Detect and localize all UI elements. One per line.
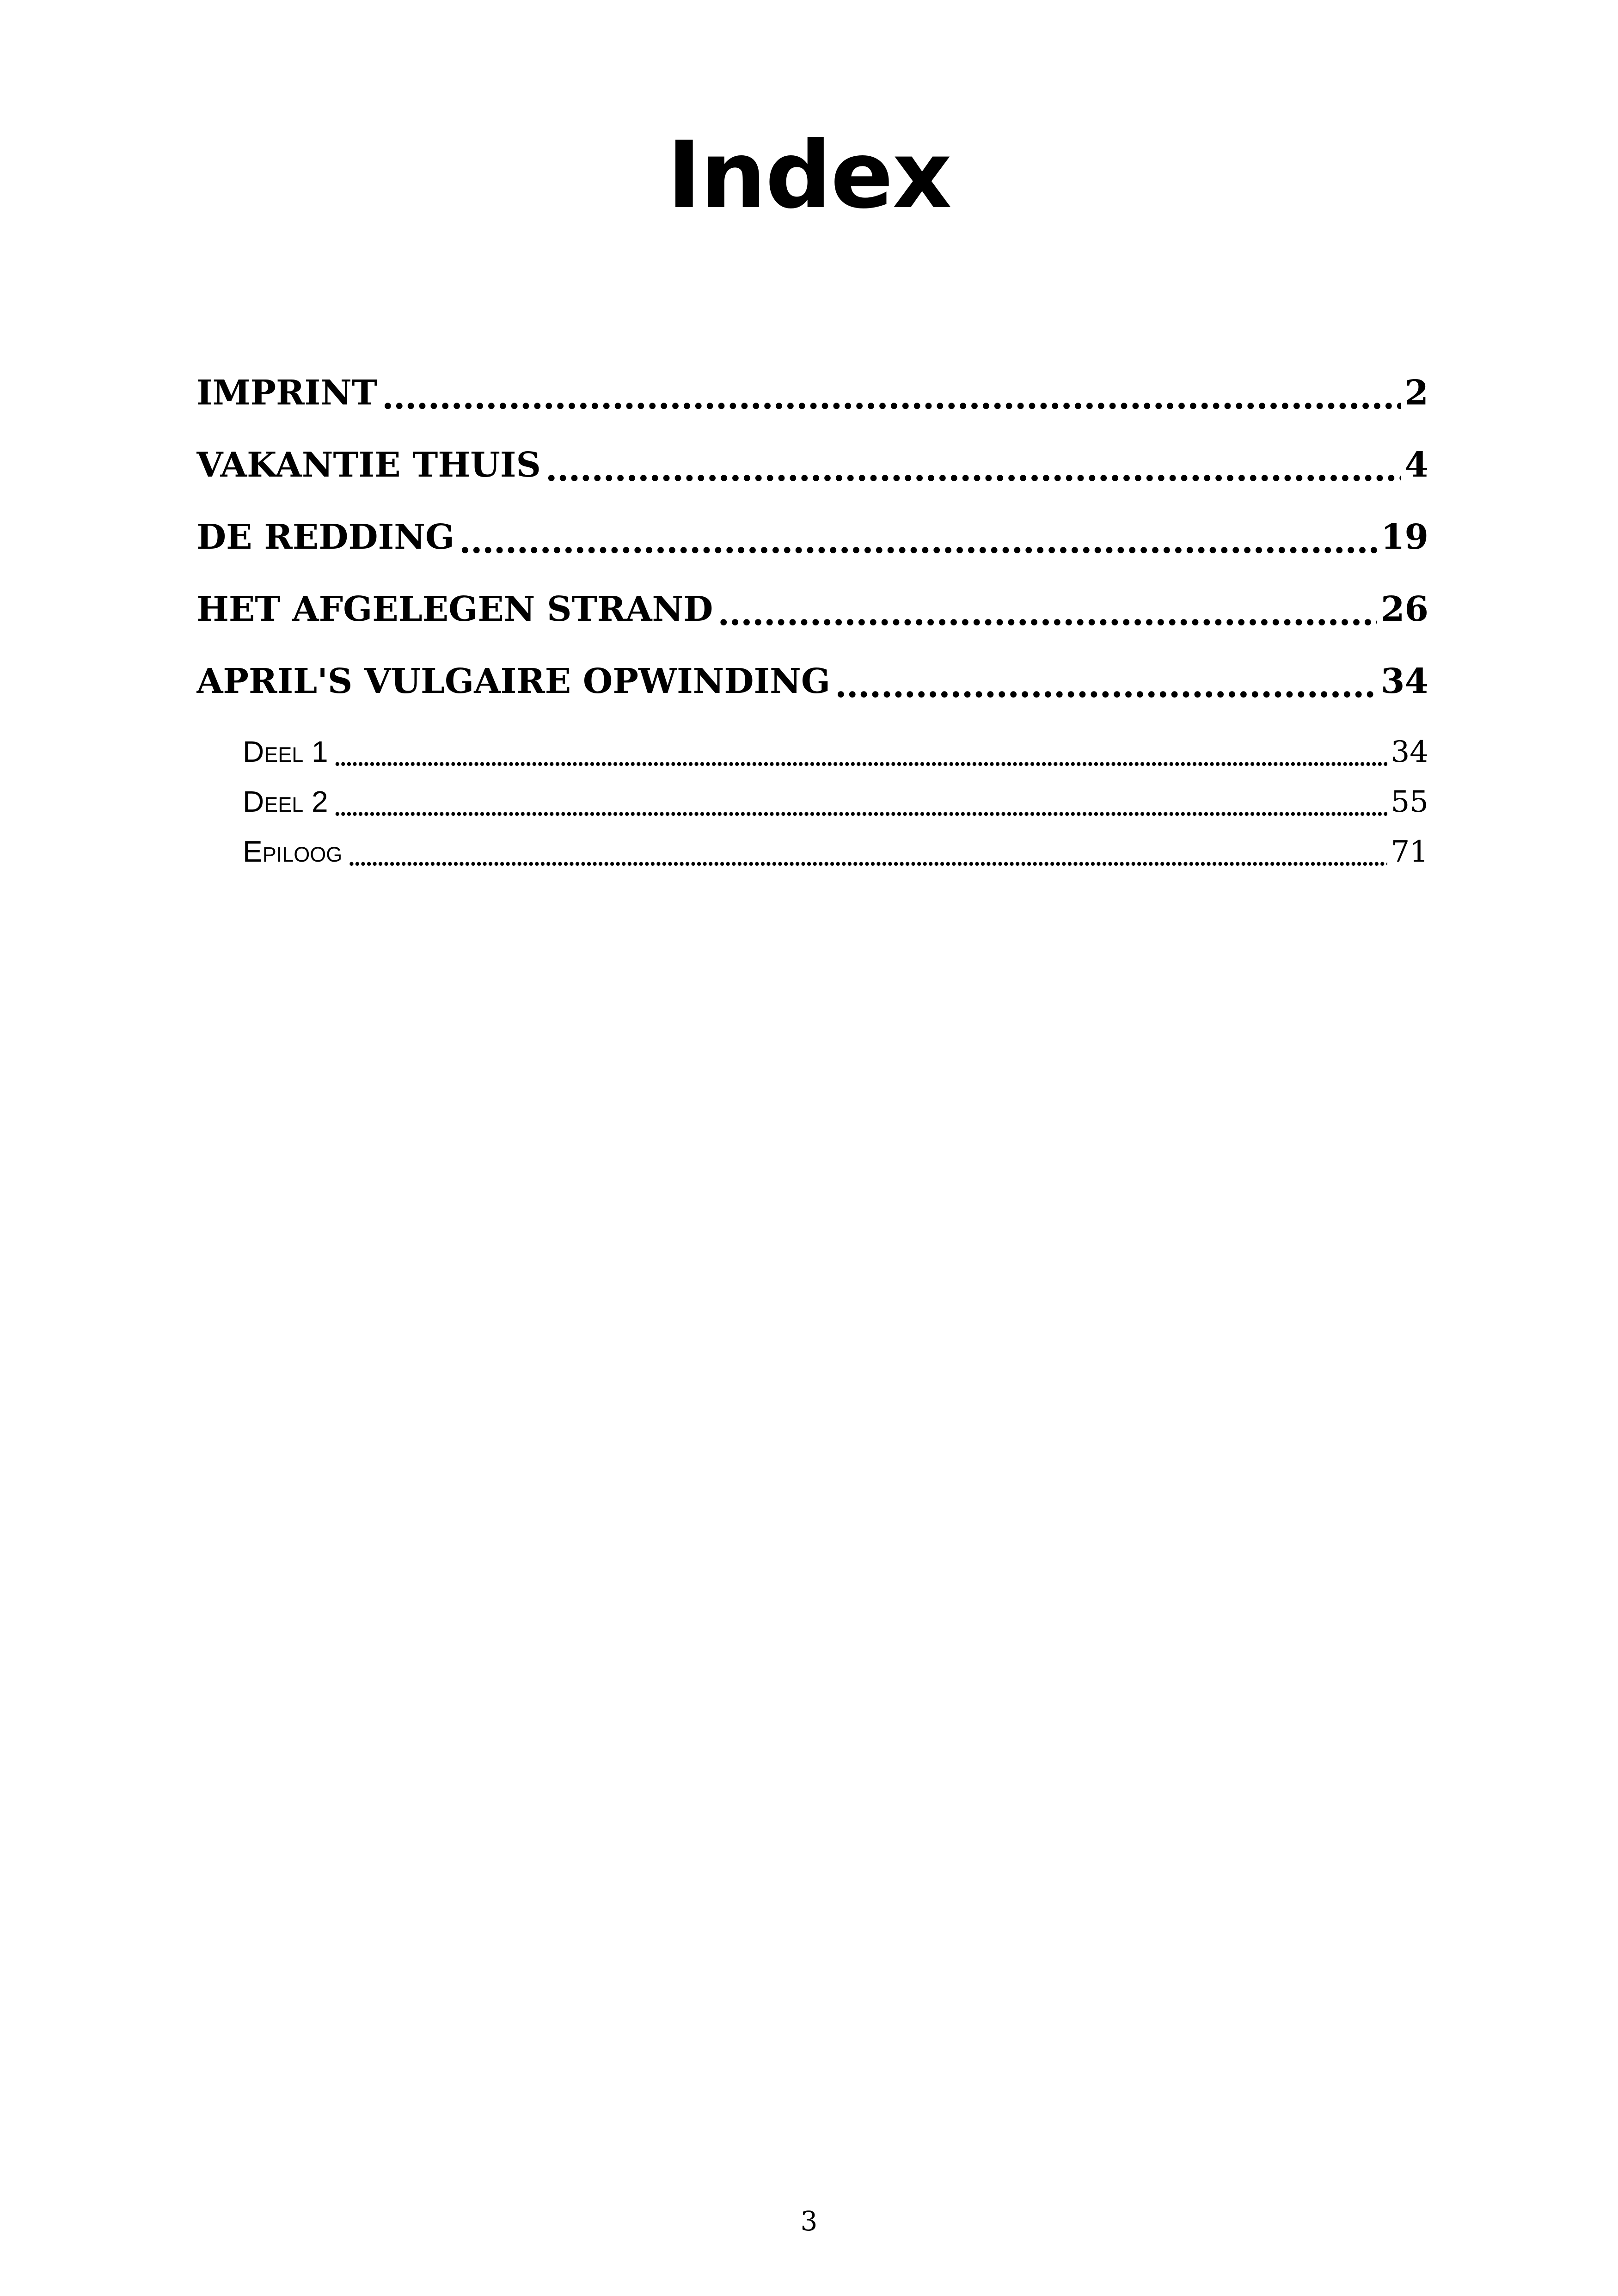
- dot-leader: [382, 380, 1401, 414]
- toc-subentry-page: 34: [1391, 735, 1428, 769]
- dot-leader: [333, 791, 1387, 820]
- toc-entry-label: HET AFGELEGEN STRAND: [196, 589, 713, 629]
- toc-entry-page: 2: [1404, 373, 1428, 413]
- dot-leader: [347, 841, 1387, 870]
- page-number: 3: [800, 2205, 818, 2237]
- toc-entry-page: 19: [1381, 517, 1428, 557]
- dot-leader: [333, 741, 1387, 771]
- dot-leader: [717, 596, 1377, 631]
- toc-subentry-page: 55: [1391, 785, 1428, 819]
- dot-leader: [459, 524, 1377, 558]
- toc-entry-page: 34: [1381, 661, 1428, 701]
- toc-subentry-label: Deel 2: [243, 785, 328, 818]
- toc-subentry-page: 71: [1391, 835, 1428, 869]
- toc-entry-imprint[interactable]: [196, 365, 1428, 437]
- table-of-contents: [196, 365, 1428, 878]
- toc-subentry-epiloog[interactable]: [196, 828, 1428, 878]
- dot-leader: [835, 668, 1377, 703]
- toc-entry-vakantie-thuis[interactable]: [196, 437, 1428, 509]
- toc-entry-page: 26: [1381, 589, 1428, 629]
- toc-entry-label: VAKANTIE THUIS: [196, 445, 541, 485]
- page-title: Index: [667, 122, 951, 229]
- toc-entry-label: IMPRINT: [196, 373, 377, 413]
- toc-entry-page: 4: [1404, 445, 1428, 485]
- toc-entry-het-afgelegen-strand[interactable]: [196, 582, 1428, 654]
- toc-subentry-label: Epiloog: [243, 835, 343, 868]
- toc-subentry-deel-1[interactable]: [196, 729, 1428, 778]
- toc-entry-label: APRIL'S VULGAIRE OPWINDING: [196, 661, 831, 701]
- toc-entry-aprils-vulgaire-opwinding[interactable]: [196, 654, 1428, 726]
- dot-leader: [545, 452, 1401, 486]
- toc-entry-de-redding[interactable]: [196, 509, 1428, 582]
- toc-subentry-label: Deel 1: [243, 735, 328, 768]
- toc-entry-label: DE REDDING: [196, 517, 455, 557]
- toc-subentry-deel-2[interactable]: [196, 778, 1428, 828]
